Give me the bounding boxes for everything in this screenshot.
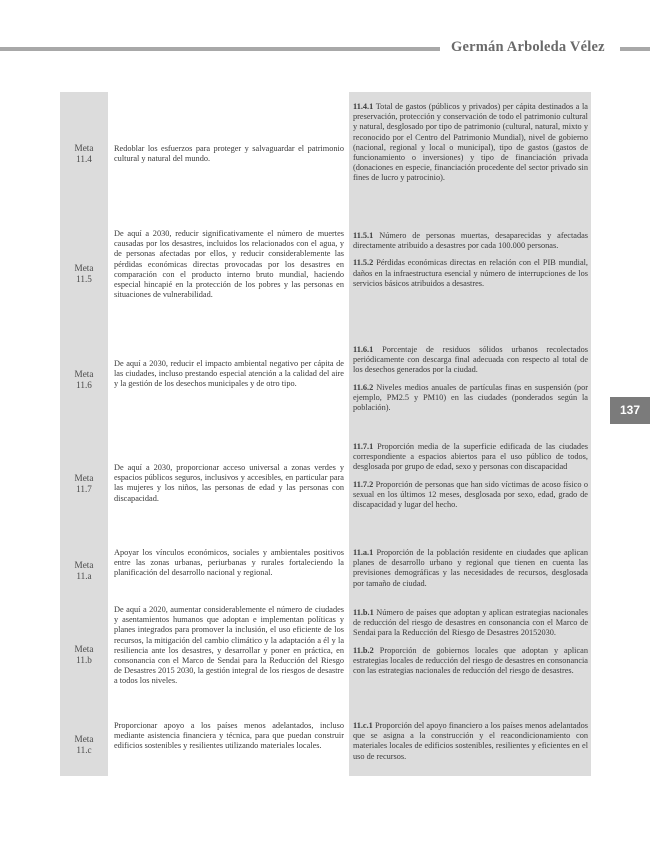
meta-id: 11.6 [76,380,92,390]
indicator-text: Niveles medios anuales de partículas finas en suspensión (por ejemplo, PM2.5 y PM10) en las ciudades (ponderados según la población). [353,382,588,413]
indicator-text: Proporción del apoyo financiero a los países menos adelantados que se asigna a la construcción y el reacondicionamiento con materiales locales de edificios sostenibles, resilientes y eficientes en el uso de recursos. [353,721,588,761]
indicator-code: 11.c.1 [353,721,373,730]
page-number-tab: 137 [610,397,650,424]
header-rule-right [620,47,650,51]
indicator-item [353,258,588,289]
indicator-code: 11.7.1 [353,442,374,451]
indicator-code: 11.a.1 [353,548,374,557]
meta-id: 11.7 [76,484,92,494]
meta-label [60,734,108,756]
indicator-code: 11.7.2 [353,479,374,489]
indicator-code: 11.5.2 [353,258,374,268]
meta-label [60,644,108,666]
indicator-text: Pérdidas económicas directas en relación con el PIB mundial, daños en la infraestructura esencial y número de interrupciones de los servicios básicos atribuidos a desastres. [353,258,589,288]
indicator-item [353,548,588,589]
meta-label [60,560,108,582]
indicator-item [353,608,588,639]
indicator-item [353,345,588,376]
indicator-item [353,102,588,184]
indicator-code: 11.b.1 [353,608,374,617]
meta-word: Meta [74,734,94,744]
goal-text: De aquí a 2030, reducir el impacto ambiental negativo per cápita de las ciudades, incluso prestando especial atención a la calidad del aire y la gestión de los desechos municipales y de otro tipo. [114,359,344,389]
meta-label [60,143,108,165]
meta-id: 11.4 [76,154,92,164]
indicator-list [353,608,588,683]
goal-text: De aquí a 2020, aumentar considerablemente el número de ciudades y asentamientos humanos que adoptan e implementan políticas y planes integrados para promover la inclusión, el uso eficiente de los recursos, la mitigación del cambio climático y la adaptación a él y la resiliencia ante los desastres, y desarrollar y poner en práctica, en consonancia con el Marco de Sendai para la Reducción del Riesgo de Desastres 2015 2030, la gestión integral de los riesgos de desastre a todos los niveles. [114,605,344,686]
indicator-item [353,231,588,251]
indicator-text: Número de países que adoptan y aplican estrategias nacionales de reducción del riesgo de desastres en consonancia con el Marco de Sendai para la Reducción del Riesgo de Desastres 20152030. [353,608,589,638]
meta-id: 11.5 [76,274,92,284]
indicator-item [353,721,588,762]
goal-text: De aquí a 2030, reducir significativamente el número de muertes causadas por los desastres, incluidos los relacionados con el agua, y de personas afectadas por ellos, y reducir considerablemente las pérdidas económicas directas provocadas por los desastres en comparación con el producto interno bruto mundial, haciendo especial hincapié en la protección de los pobres y las personas en situaciones de vulnerabilidad. [114,229,344,300]
indicator-item [353,383,588,414]
meta-column-background [60,92,108,776]
indicator-item [353,480,588,511]
indicator-code: 11.6.1 [353,345,374,354]
meta-word: Meta [74,560,94,570]
goal-text: De aquí a 2030, proporcionar acceso universal a zonas verdes y espacios públicos seguros, inclusivos y accesibles, en particular para las mujeres y los niños, las personas de edad y las personas con discapacidad. [114,463,344,503]
indicator-code: 11.6.2 [353,382,374,392]
meta-word: Meta [74,143,94,153]
indicator-text: Proporción de la población residente en ciudades que aplican planes de desarrollo urbano y regional que tienen en cuenta las previsiones demográficas y las necesidades de recursos, desglosada por tamaño de ciudad. [353,548,588,588]
goal-text: Proporcionar apoyo a los países menos adelantados, incluso mediante asistencia financiera y técnica, para que puedan construir edificios sostenibles y resilientes utilizando materiales locales. [114,721,344,751]
indicator-list [353,231,588,296]
meta-word: Meta [74,644,94,654]
meta-word: Meta [74,369,94,379]
meta-label [60,369,108,391]
meta-label [60,263,108,285]
indicator-list [353,345,588,420]
goal-text: Apoyar los vínculos económicos, sociales y ambientales positivos entre las zonas urbanas, periurbanas y rurales fortaleciendo la planificación del desarrollo nacional y regional. [114,548,344,578]
indicator-item [353,646,588,677]
indicator-list [353,102,588,191]
indicator-text: Proporción de personas que han sido víctimas de acoso físico o sexual en los últimos 12 meses, desglosada por sexo, edad, grado de discapacidad y lugar del hecho. [353,479,588,510]
header-rule-left [0,47,440,51]
indicator-text: Proporción media de la superficie edificada de las ciudades correspondiente a espacios abiertos para el uso público de todos, desglosada por grupo de edad, sexo y personas con discapacidad [353,442,588,472]
meta-word: Meta [74,263,94,273]
indicator-text: Número de personas muertas, desaparecidas y afectadas directamente atribuido a desastres por cada 100.000 personas. [353,231,589,251]
indicator-list [353,548,588,596]
goal-text: Redoblar los esfuerzos para proteger y salvaguardar el patrimonio cultural y natural del mundo. [114,144,344,164]
indicator-list [353,442,588,517]
running-header-author: Germán Arboleda Vélez [451,39,605,55]
indicator-item [353,442,588,473]
meta-word: Meta [74,473,94,483]
indicator-text: Total de gastos (públicos y privados) per cápita destinados a la preservación, protección y conservación de todo el patrimonio cultural y natural, desglosado por tipo de patrimonio (cultural, natural, mixto y reconocido por el Centro del Patrimonio Mundial), nivel de gobierno (nacional, regional y local o municipal), tipo de gastos (gastos de funcionamiento o inversiones) y tipo de financiación privada (donaciones en especie, financiación procedente del sector privado sin fines de lucro y patrocinio). [353,102,588,183]
meta-id: 11.b [76,655,92,665]
indicator-code: 11.5.1 [353,231,374,240]
indicator-list [353,721,588,769]
meta-label [60,473,108,495]
indicator-text: Proporción de gobiernos locales que adoptan y aplican estrategias locales de reducción del riesgo de desastres en consonancia con las estrategias nacionales de reducción del riesgo de desastres. [353,645,589,676]
indicator-code: 11.b.2 [353,645,374,655]
meta-id: 11.a [76,571,92,581]
indicator-text: Porcentaje de residuos sólidos urbanos recolectados periódicamente con descarga final adecuada con respecto al total de los desechos generados por la ciudad. [353,345,588,375]
indicator-code: 11.4.1 [353,102,374,111]
meta-id: 11.c [76,745,92,755]
